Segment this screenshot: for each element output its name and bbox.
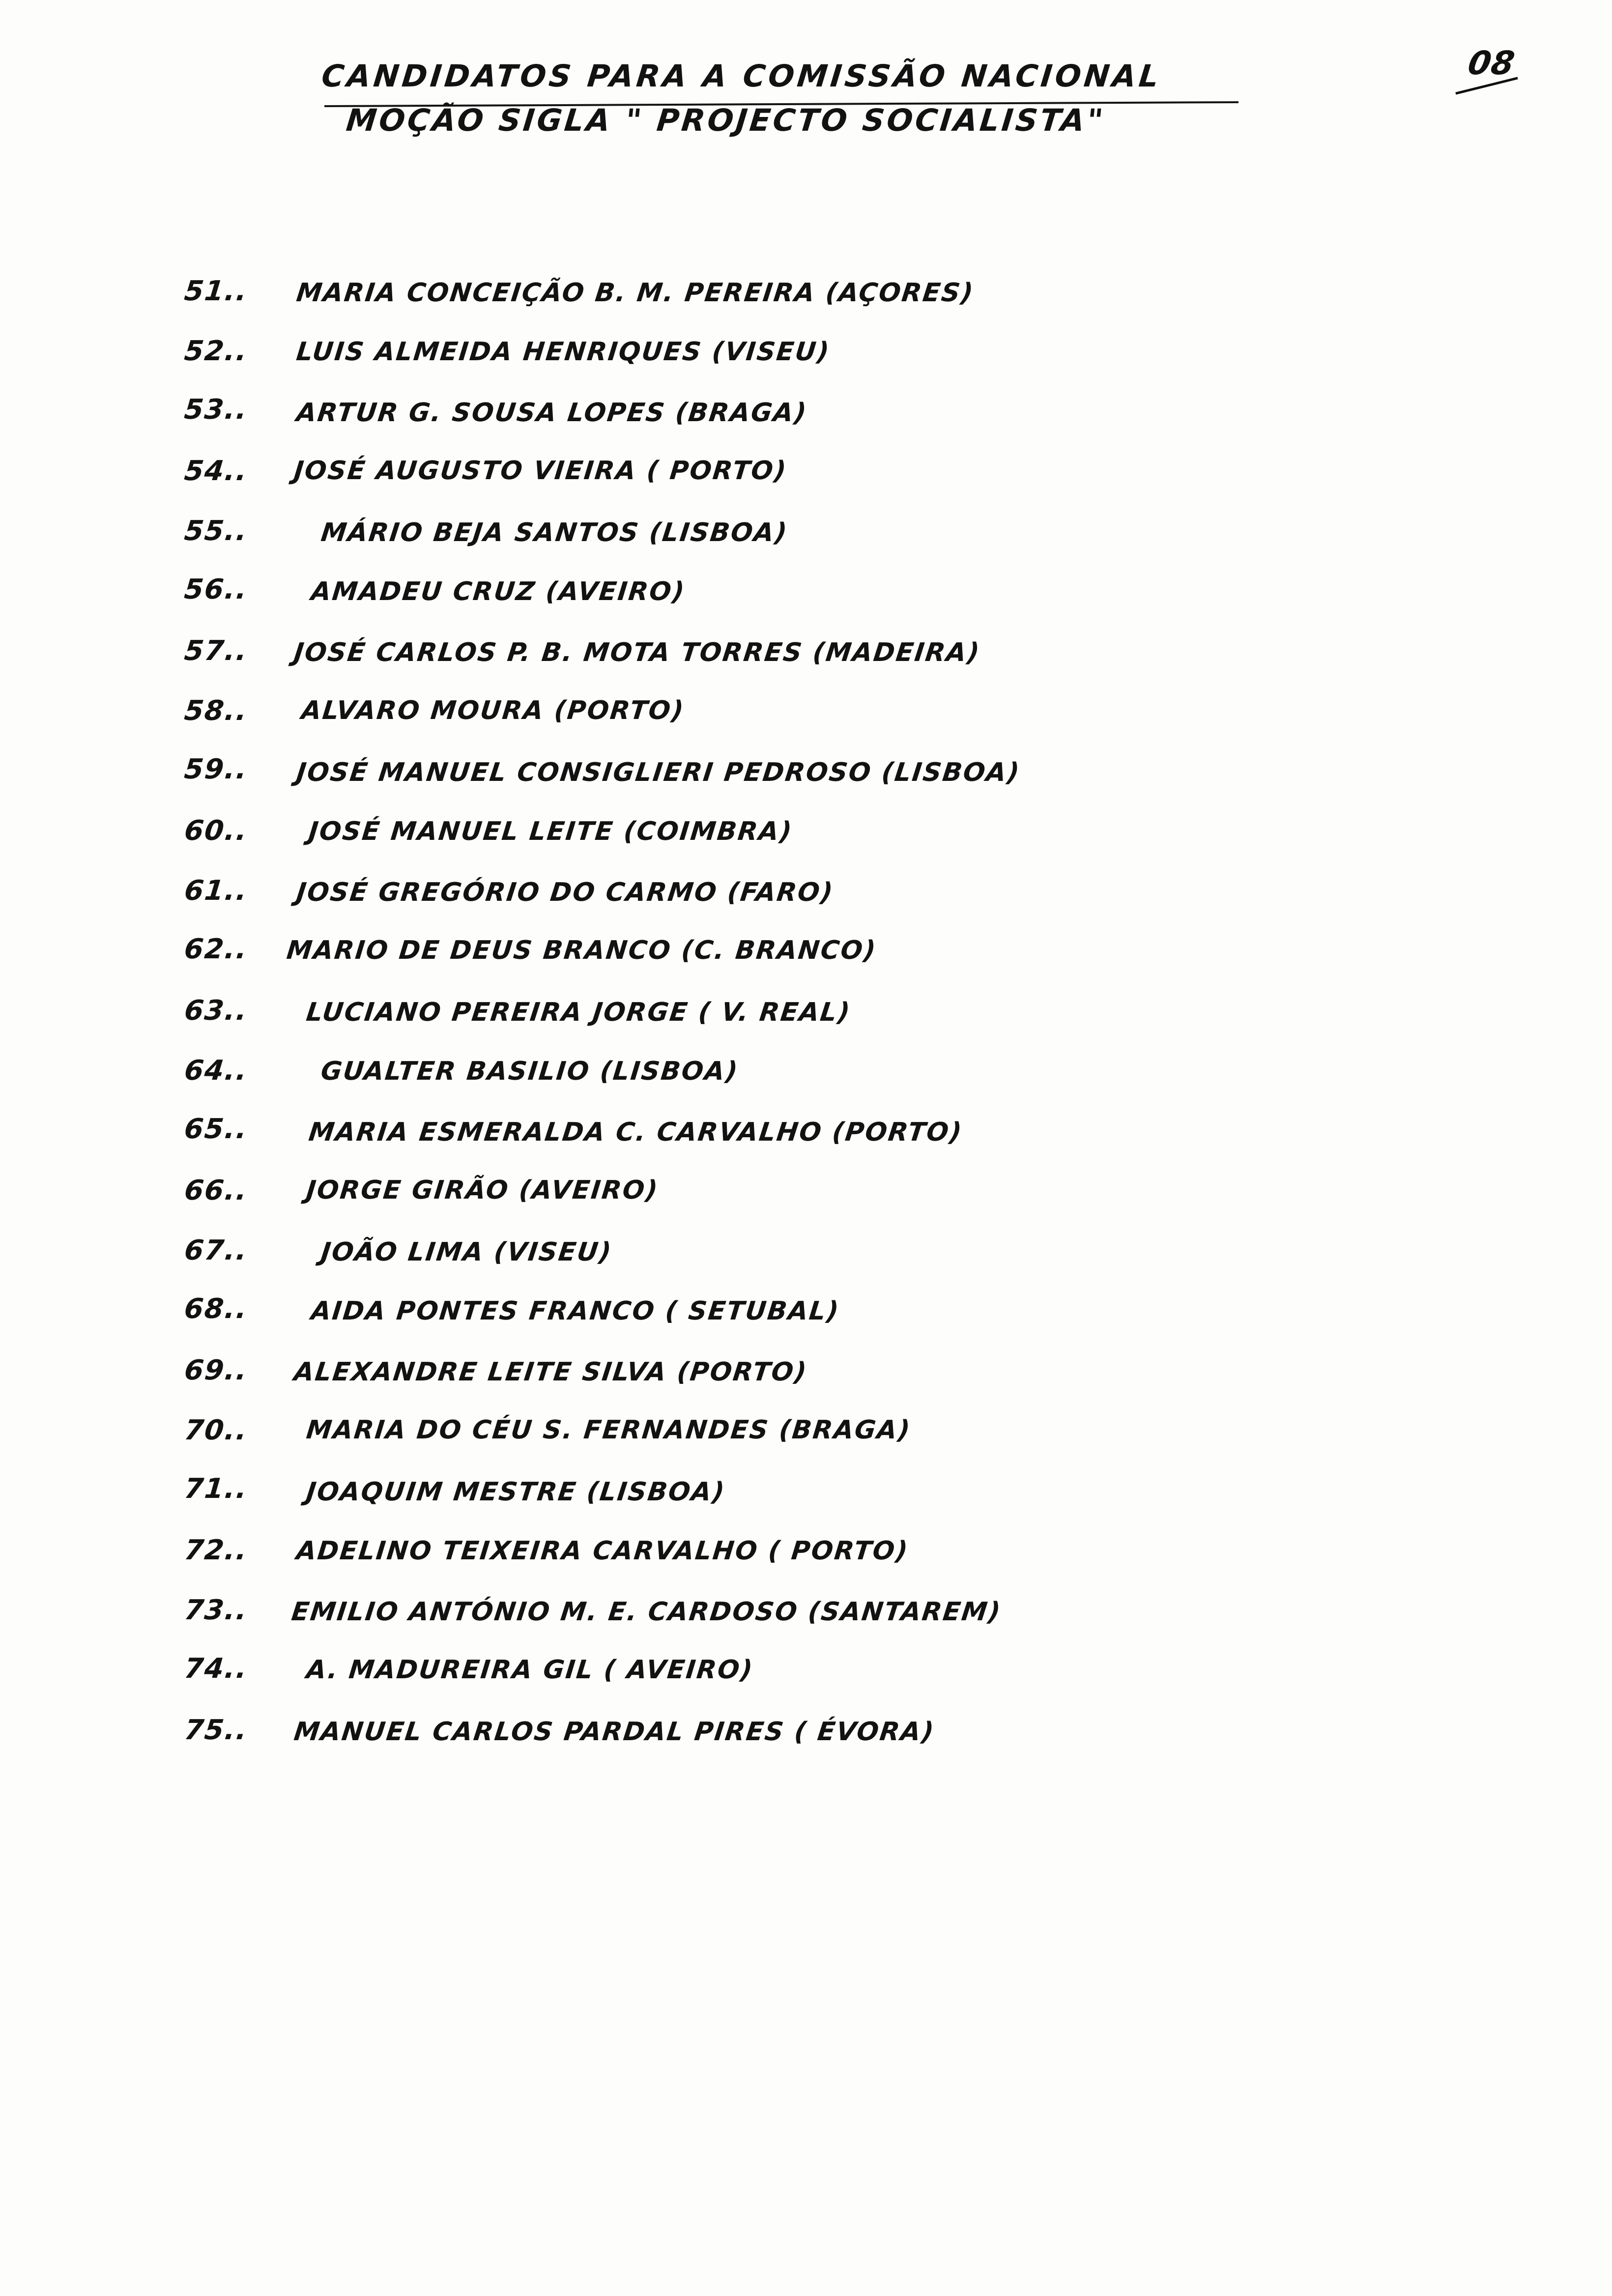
candidate-name: JOSÉ MANUEL CONSIGLIERI PEDROSO (LISBOA): [294, 758, 1022, 787]
candidate-name: ALVARO MOURA (PORTO): [300, 696, 686, 725]
candidate-row: [0, 755, 1612, 815]
candidate-name: JORGE GIRÃO (AVEIRO): [305, 1176, 661, 1205]
candidate-number: 70..: [183, 1414, 250, 1446]
candidate-number: 73..: [183, 1594, 250, 1626]
candidate-row: [0, 1474, 1612, 1534]
candidate-name: LUCIANO PEREIRA JORGE ( V. REAL): [304, 998, 853, 1027]
candidate-row: [0, 695, 1612, 755]
candidate-number: 53..: [183, 394, 249, 426]
candidate-row: [0, 815, 1612, 875]
candidate-number: 59..: [183, 753, 249, 785]
candidate-name: A. MADUREIRA GIL ( AVEIRO): [305, 1655, 755, 1685]
candidate-number: 65..: [183, 1113, 249, 1145]
title-line-2: MOÇÃO SIGLA " PROJECTO SOCIALISTA": [344, 102, 1107, 138]
candidate-row: [0, 995, 1612, 1055]
candidate-row: [0, 1654, 1612, 1714]
candidate-row: [0, 1534, 1612, 1594]
candidate-row: [0, 395, 1612, 455]
candidate-row: [0, 875, 1612, 935]
candidate-number: 62..: [183, 933, 249, 965]
candidate-number: 55..: [183, 515, 250, 547]
candidate-name: JOSÉ GREGÓRIO DO CARMO (FARO): [294, 878, 835, 907]
candidate-number: 69..: [183, 1354, 250, 1386]
candidate-row: [0, 1234, 1612, 1294]
candidate-row: [0, 1115, 1612, 1175]
candidate-number: 57..: [183, 635, 250, 667]
candidate-row: [0, 515, 1612, 575]
candidate-name: ARTUR G. SOUSA LOPES (BRAGA): [294, 398, 809, 428]
candidate-number: 52..: [183, 335, 250, 367]
candidate-row: [0, 455, 1612, 515]
candidate-name: MARIA ESMERALDA C. CARVALHO (PORTO): [307, 1118, 965, 1147]
candidate-number: 67..: [183, 1234, 250, 1266]
candidate-row: [0, 935, 1612, 995]
candidate-number: 64..: [183, 1055, 250, 1087]
candidate-number: 72..: [183, 1534, 250, 1566]
candidate-name: JOÃO LIMA (VISEU): [319, 1237, 614, 1267]
candidate-number: 58..: [183, 695, 250, 727]
candidate-number: 68..: [183, 1293, 249, 1325]
candidate-row: [0, 1354, 1612, 1414]
candidate-row: [0, 1594, 1612, 1654]
candidate-name: JOSÉ AUGUSTO VIEIRA ( PORTO): [292, 456, 789, 486]
candidate-name: MARIO DE DEUS BRANCO (C. BRANCO): [285, 936, 878, 965]
candidate-row: [0, 1414, 1612, 1474]
candidate-row: [0, 1055, 1612, 1115]
candidate-number: 51..: [183, 275, 250, 307]
candidate-number: 61..: [183, 875, 250, 907]
candidate-name: MANUEL CARLOS PARDAL PIRES ( ÉVORA): [292, 1717, 937, 1747]
candidate-number: 56..: [183, 574, 249, 605]
candidate-name: GUALTER BASILIO (LISBOA): [319, 1057, 740, 1086]
candidate-row: [0, 335, 1612, 395]
candidate-row: [0, 1294, 1612, 1354]
candidate-number: 66..: [183, 1175, 250, 1206]
candidate-number: 71..: [183, 1473, 249, 1505]
candidate-name: AIDA PONTES FRANCO ( SETUBAL): [310, 1296, 841, 1326]
candidate-number: 75..: [183, 1714, 250, 1746]
candidate-row: [0, 275, 1612, 335]
candidate-name: AMADEU CRUZ (AVEIRO): [310, 577, 687, 606]
candidate-name: ALEXANDRE LEITE SILVA (PORTO): [292, 1357, 809, 1387]
page-number: 08: [1465, 44, 1518, 82]
candidate-name: MÁRIO BEJA SANTOS (LISBOA): [319, 518, 790, 547]
candidate-row: [0, 575, 1612, 635]
candidate-name: JOSÉ CARLOS P. B. MOTA TORRES (MADEIRA): [292, 638, 982, 667]
document-header: [319, 54, 1401, 143]
candidate-row: [0, 1175, 1612, 1234]
candidate-number: 54..: [183, 455, 250, 487]
candidate-name: JOSÉ MANUEL LEITE (COIMBRA): [307, 817, 794, 846]
candidate-row: [0, 1714, 1612, 1774]
candidate-name: MARIA DO CÉU S. FERNANDES (BRAGA): [305, 1415, 913, 1445]
candidate-name: LUIS ALMEIDA HENRIQUES (VISEU): [295, 337, 832, 367]
candidate-number: 74..: [183, 1653, 249, 1685]
candidate-name: ADELINO TEIXEIRA CARVALHO ( PORTO): [295, 1536, 910, 1566]
candidate-number: 63..: [183, 995, 250, 1027]
candidate-list: [0, 275, 1612, 1774]
candidate-name: JOAQUIM MESTRE (LISBOA): [304, 1477, 727, 1507]
candidate-number: 60..: [183, 815, 250, 847]
title-line-1: CANDIDATOS PARA A COMISSÃO NACIONAL: [319, 58, 1163, 94]
candidate-row: [0, 635, 1612, 695]
candidate-name: EMILIO ANTÓNIO M. E. CARDOSO (SANTAREM): [289, 1597, 1003, 1627]
candidate-name: MARIA CONCEIÇÃO B. M. PEREIRA (AÇORES): [294, 278, 976, 308]
